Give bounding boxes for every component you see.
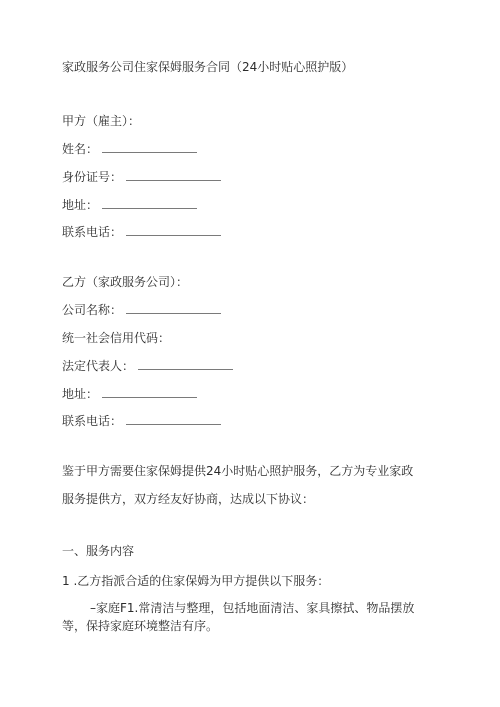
party-b-heading: 乙方（家政服务公司）： — [62, 275, 189, 289]
party-b-address-label: 地址： — [62, 387, 99, 401]
party-b-rep-row — [62, 358, 233, 374]
party-b-credit-code-row — [62, 330, 170, 346]
party-a-heading: 甲方（雇主）： — [62, 114, 141, 128]
party-a-phone-label: 联系电话： — [62, 225, 123, 239]
party-a-name-label: 姓名： — [62, 142, 99, 156]
preamble-line-1: 鉴于甲方需要住家保姆提供24小时贴心照护服务，乙方为专业家政 — [62, 464, 414, 478]
party-a-id-label: 身份证号： — [62, 170, 123, 184]
party-a-name-blank — [102, 141, 197, 153]
party-b-rep-label: 法定代表人： — [62, 359, 135, 373]
party-b-phone-row — [62, 413, 221, 429]
party-a-address-row — [62, 197, 197, 213]
party-b-company-row — [62, 302, 221, 318]
party-a-id-blank — [126, 169, 221, 181]
party-b-credit-code-label: 统一社会信用代码： — [62, 331, 171, 345]
section-1-item-1-detail: –家庭F1.常清洁与整理，包括地面清洁、家具擦拭、物品摆放等，保持家庭环境整洁有序。 — [62, 601, 415, 633]
party-b-address-row — [62, 386, 197, 402]
party-b-address-blank — [102, 386, 197, 398]
party-b-rep-blank — [138, 358, 233, 370]
party-a-address-blank — [102, 197, 197, 209]
party-a-name-row — [62, 141, 197, 157]
party-b-phone-label: 联系电话： — [62, 414, 123, 428]
party-a-phone-blank — [126, 224, 221, 236]
party-b-phone-blank — [126, 413, 221, 425]
section-1-heading: 一、服务内容 — [62, 544, 135, 558]
party-a-address-label: 地址： — [62, 198, 99, 212]
party-b-company-blank — [126, 302, 221, 314]
party-a-id-row — [62, 169, 221, 185]
party-b-company-label: 公司名称： — [62, 303, 123, 317]
preamble-line-2: 服务提供方，双方经友好协商，达成以下协议： — [62, 492, 315, 506]
contract-title: 家政服务公司住家保姆服务合同（24小时贴心照护版） — [62, 60, 354, 74]
party-a-phone-row — [62, 224, 221, 240]
section-1-item-1: 1 .乙方指派合适的住家保姆为甲方提供以下服务： — [62, 574, 330, 588]
